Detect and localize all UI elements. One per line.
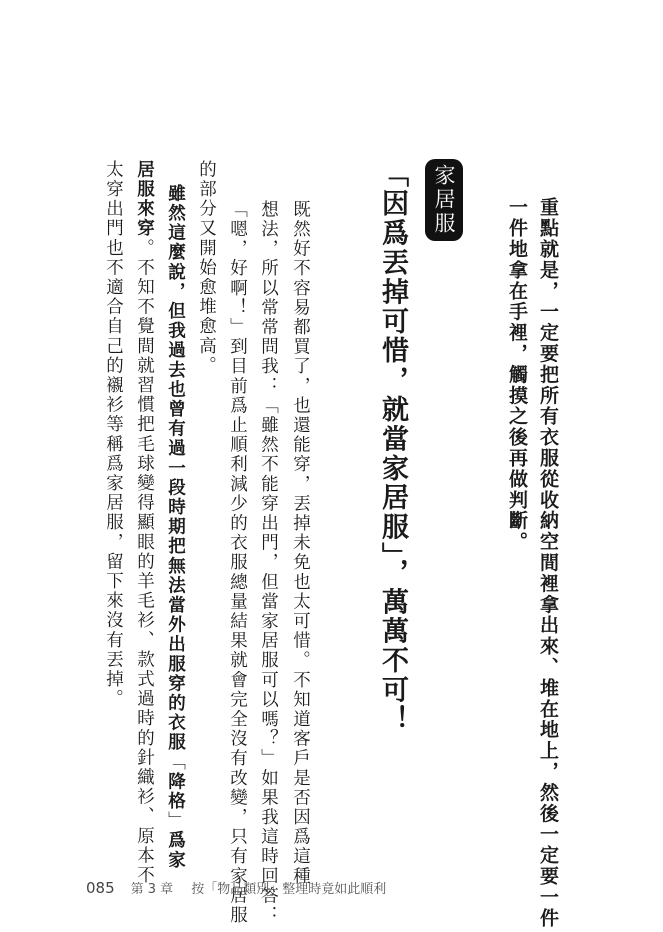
body-p2-line-2-text: 。不知不覺間就習慣把毛球變得顯眼的羊毛衫、款式過時的針織衫、原本不 (134, 238, 155, 886)
body-p2-line-1-quote-open: 「 (165, 752, 186, 773)
body-p1-line-4: 的部分又開始愈堆愈高。 (196, 160, 217, 376)
section-heading: 「因爲丟掉可惜，就當家居服」，萬萬不可！ (377, 160, 408, 735)
body-p1-line-1: 既然好不容易都買了，也還能穿，丟掉未免也太可惜。不知道客戶是否因爲這種 (290, 200, 311, 886)
page-footer (86, 878, 386, 897)
page-number: 085 (86, 879, 115, 897)
chapter-number: 第 3 章 (130, 882, 174, 897)
lead-line-1: 重點就是，一定要把所有衣服從收納空間裡拿出來、堆在地上，然後一定要一件 (537, 197, 559, 929)
body-p1-line-2: 想法，所以常常問我：「雖然不能穿出門，但當家居服可以嗎？」如果我這時回答： (258, 200, 279, 926)
body-p2-line-2 (135, 160, 153, 885)
body-p1-line-3: 「嗯，好啊！」到目前爲止順利減少的衣服總量結果就會完全沒有改變，只有家居服 (227, 200, 248, 926)
body-p2-line-3: 太穿出門也不適合自己的襯衫等稱爲家居服，留下來沒有丟掉。 (103, 160, 124, 709)
body-p2-line-1-bold-c: 爲家 (165, 830, 186, 871)
body-p2-line-1-bold-b: 降格 (165, 772, 186, 812)
body-p2-line-1 (166, 184, 184, 870)
lead-line-2: 一件地拿在手裡，觸摸之後再做判斷。 (506, 197, 528, 553)
body-p2-line-1-bold-a: 雖然這麼說，但我過去也曾有過一段時期把無法當外出服穿的衣服 (165, 184, 186, 753)
body-p2-line-2-bold: 居服來穿 (134, 160, 155, 239)
section-badge: 家居服 (425, 159, 463, 241)
body-p2-line-1-quote-close: 」 (165, 811, 186, 831)
chapter-title: 按「物品類別」整理時竟如此順利 (191, 882, 387, 897)
